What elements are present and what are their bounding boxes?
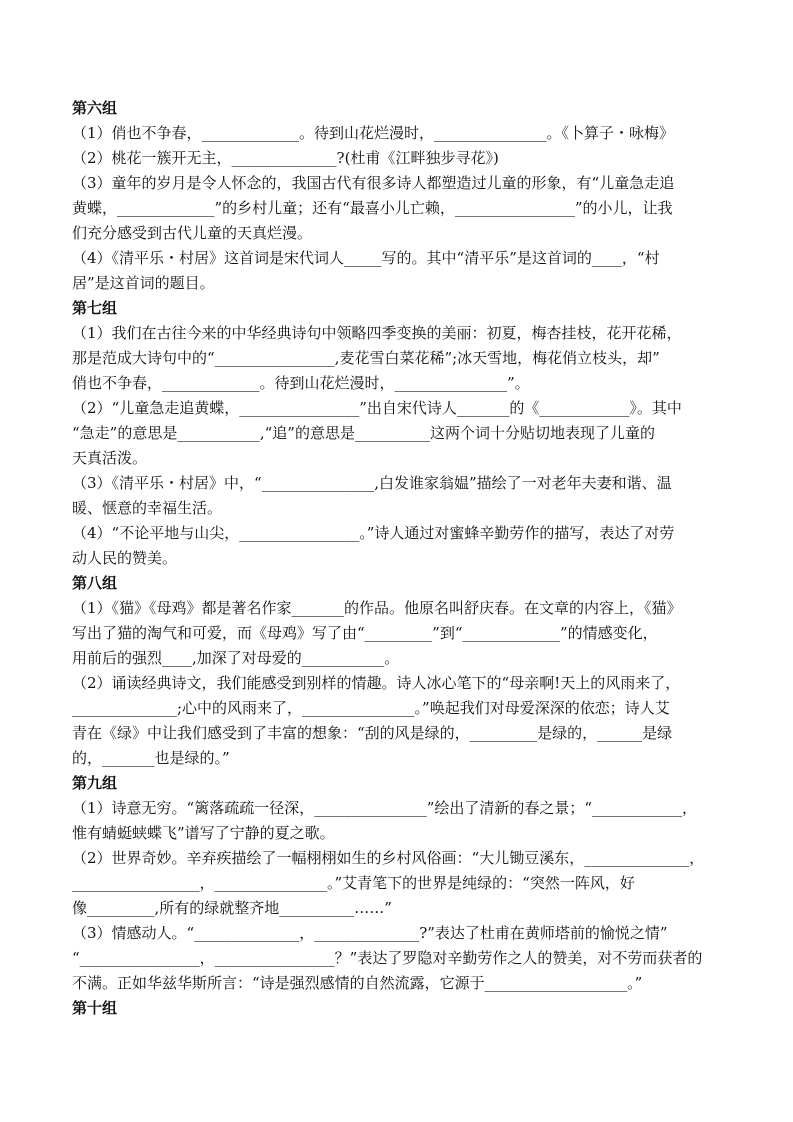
question-line: 的，_______也是绿的。” — [72, 749, 230, 767]
question-line: （3）《清平乐・村居》中，“_______________,白发谁家翁媪”描绘了一对老年夫妻和谐、温 — [72, 474, 672, 492]
question-item — [72, 796, 722, 846]
question-item — [72, 596, 722, 671]
question-line: （3）童年的岁月是令人怀念的，我国古代有很多诗人都塑造过儿童的形象，有“儿童急走追 — [72, 174, 675, 192]
group-title: 第九组 — [72, 774, 118, 792]
question-line: 那是范成大诗句中的“________________,麦花雪白菜花稀”;冰天雪地，梅花俏立枝头，却” — [72, 349, 660, 367]
question-line: 青在《绿》中让我们感受到了丰富的想象：“刮的风是绿的，_________是绿的，______是绿 — [72, 724, 673, 742]
question-item — [72, 396, 722, 471]
question-line: （1）我们在古往今来的中华经典诗句中领略四季变换的美丽：初夏，梅杏挂枝，花开花稀， — [72, 324, 682, 342]
question-line: “急走”的意思是___________,“追”的意思是__________这两个词十分贴切地表现了儿童的 — [72, 424, 655, 442]
question-line: 用前后的强烈____,加深了对母爱的___________。 — [72, 649, 400, 667]
question-item — [72, 521, 722, 571]
question-line: 黄蝶，_____________”的乡村儿童；还有“最喜小儿亡赖，________________”的小儿，让我 — [72, 199, 673, 217]
question-line: （2）桃花一簇开无主，______________?(杜甫《江畔独步寻花》) — [72, 149, 499, 167]
question-line: “________________，________________？”表达了罗隐对辛勤劳作之人的赞美，对不劳而获者的 — [72, 949, 703, 967]
question-item — [72, 671, 722, 771]
question-line: 动人民的赞美。 — [72, 549, 178, 567]
question-item — [72, 846, 722, 921]
group-title: 第八组 — [72, 574, 118, 592]
question-line: 天真活泼。 — [72, 449, 148, 467]
question-line: （4）“不论平地与山尖，________________。”诗人通过对蜜蜂辛勤劳作的描写，表达了对劳 — [72, 524, 675, 542]
question-line: 俏也不争春，_____________。待到山花烂漫时，_______________”。 — [72, 374, 530, 392]
question-line: （1）诗意无穷。“篱落疏疏一径深，_______________”绘出了清新的春之景；“____________， — [72, 799, 698, 817]
question-line: 暖、惬意的幸福生活。 — [72, 499, 223, 517]
group-title: 第十组 — [72, 999, 118, 1017]
group-title: 第七组 — [72, 299, 118, 317]
question-line: （3）情感动人。“______________，______________?”表达了杜甫在黄师塔前的愉悦之情” — [72, 924, 668, 942]
question-line: （1）俏也不争春，_____________。待到山花烂漫时，_______________。《卜算子・咏梅》 — [72, 124, 675, 142]
question-item — [72, 921, 722, 996]
question-line: （2）世界奇妙。辛弃疾描绘了一幅栩栩如生的乡村风俗画：“大儿锄豆溪东，______________， — [72, 849, 705, 867]
question-item — [72, 121, 722, 146]
question-item — [72, 471, 722, 521]
group-title: 第六组 — [72, 99, 118, 117]
question-line: （4）《清平乐・村居》这首词是宋代词人_____写的。其中“清平乐”是这首词的____，“村 — [72, 249, 660, 267]
question-line: 不满。正如华兹华斯所言：“诗是强烈感情的自然流露，它源于___________________。” — [72, 974, 643, 992]
question-line: （2）“儿童急走追黄蝶，________________”出自宋代诗人_______的《____________》。其中 — [72, 399, 682, 417]
question-item — [72, 246, 722, 296]
question-item — [72, 321, 722, 396]
question-line: （1）《猫》《母鸡》都是著名作家_______的作品。他原名叫舒庆春。在文章的内容上，《猫》 — [72, 599, 682, 617]
question-line: _________________，_______________。”艾青笔下的世界是纯绿的：“突然一阵风，好 — [72, 874, 635, 892]
question-line: 写出了猫的淘气和可爱，而《母鸡》写了由“_________”到“_____________”的情感变化， — [72, 624, 658, 642]
question-line: 居”是这首词的题目。 — [72, 274, 215, 292]
question-line: 像_________,所有的绿就整齐地__________……” — [72, 899, 392, 917]
question-line: 们充分感受到古代儿童的天真烂漫。 — [72, 224, 313, 242]
question-line: （2）诵读经典诗文，我们能感受到别样的情趣。诗人冰心笔下的“母亲啊!天上的风雨来了， — [72, 674, 681, 692]
document-body — [72, 96, 722, 1021]
question-item — [72, 146, 722, 171]
question-line: 惟有蜻蜓蛱蝶飞”谱写了宁静的夏之歌。 — [72, 824, 335, 842]
question-line: ______________;心中的风雨来了，_______________。”唤起我们对母爱深深的依恋；诗人艾 — [72, 699, 670, 717]
question-item — [72, 171, 722, 246]
